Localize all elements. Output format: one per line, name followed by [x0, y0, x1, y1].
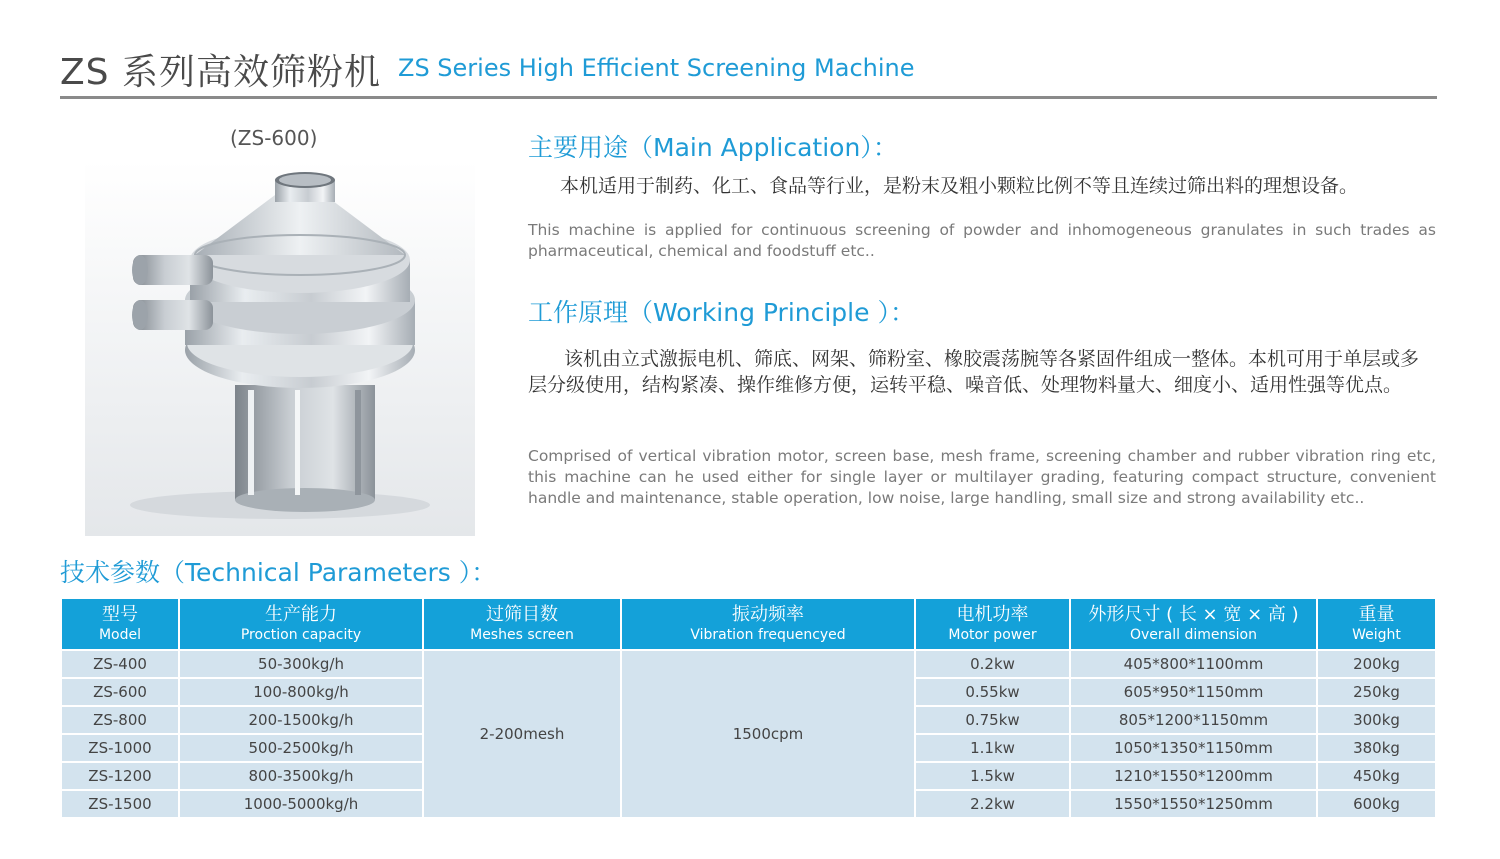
cell-dimension: 605*950*1150mm [1070, 678, 1317, 706]
cell-weight: 380kg [1317, 734, 1436, 762]
cell-model: ZS-1000 [61, 734, 179, 762]
cell-weight: 200kg [1317, 650, 1436, 678]
cell-model: ZS-1500 [61, 790, 179, 818]
table-row [61, 650, 1436, 678]
cell-capacity: 50-300kg/h [179, 650, 423, 678]
column-header-mesh: 过筛目数 Meshes screen [423, 598, 621, 650]
page-title-cn: ZS 系列高效筛粉机 [60, 52, 381, 93]
column-header-model: 型号 Model [61, 598, 179, 650]
cell-power: 0.2kw [915, 650, 1070, 678]
title-divider [60, 96, 1437, 99]
cell-capacity: 500-2500kg/h [179, 734, 423, 762]
cell-dimension: 1550*1550*1250mm [1070, 790, 1317, 818]
working-principle-cn: 该机由立式激振电机、筛底、网架、筛粉室、橡胶震荡腕等各紧固件组成一整体。本机可用于单层或多层分级使用，结构紧凑、操作维修方便，运转平稳、噪音低、处理物料量大、细度小、适用性强等优点。 [528, 348, 1420, 396]
cell-power: 1.5kw [915, 762, 1070, 790]
table-header-row [61, 598, 1436, 650]
cell-model: ZS-800 [61, 706, 179, 734]
technical-parameters-table [60, 597, 1437, 819]
cell-model: ZS-400 [61, 650, 179, 678]
column-header-power: 电机功率 Motor power [915, 598, 1070, 650]
cell-capacity: 800-3500kg/h [179, 762, 423, 790]
cell-model: ZS-1200 [61, 762, 179, 790]
column-header-weight: 重量 Weight [1317, 598, 1436, 650]
column-header-dimension: 外形尺寸 ( 长 × 宽 × 高 ) Overall dimension [1070, 598, 1317, 650]
cell-model: ZS-600 [61, 678, 179, 706]
cell-dimension: 805*1200*1150mm [1070, 706, 1317, 734]
cell-capacity: 100-800kg/h [179, 678, 423, 706]
column-header-frequency: 振动频率 Vibration frequencyed [621, 598, 915, 650]
cell-capacity: 1000-5000kg/h [179, 790, 423, 818]
cell-dimension: 1050*1350*1150mm [1070, 734, 1317, 762]
cell-capacity: 200-1500kg/h [179, 706, 423, 734]
cell-weight: 600kg [1317, 790, 1436, 818]
working-principle-en: Comprised of vertical vibration motor, screen base, mesh frame, screening chamber and rubber vibration ring etc, this machine can he used either for single layer or multilayer grading, featuring compact structure, convenient handle and maintenance, stable operation, low noise, large handling, small size and strong availability etc.. [528, 447, 1436, 507]
main-application-heading: 主要用途（Main Application）： [528, 133, 898, 162]
technical-parameters-heading: 技术参数（Technical Parameters ）： [60, 558, 497, 587]
page-title-en: ZS Series High Efficient Screening Machine [398, 54, 915, 82]
cell-weight: 450kg [1317, 762, 1436, 790]
cell-frequency: 1500cpm [621, 650, 915, 818]
cell-power: 1.1kw [915, 734, 1070, 762]
cell-dimension: 1210*1550*1200mm [1070, 762, 1317, 790]
cell-dimension: 405*800*1100mm [1070, 650, 1317, 678]
cell-weight: 300kg [1317, 706, 1436, 734]
cell-power: 0.75kw [915, 706, 1070, 734]
cell-mesh: 2-200mesh [423, 650, 621, 818]
main-application-en: This machine is applied for continuous screening of powder and inhomogeneous granulates in such trades as pharmaceutical, chemical and foodstuff etc.. [528, 221, 1436, 260]
column-header-capacity: 生产能力 Proction capacity [179, 598, 423, 650]
cell-power: 0.55kw [915, 678, 1070, 706]
main-application-cn: 本机适用于制药、化工、食品等行业，是粉末及粗小颗粒比例不等且连续过筛出料的理想设备。 [560, 175, 1359, 197]
working-principle-heading: 工作原理（Working Principle ）： [528, 298, 915, 327]
vibrating-screen-machine-icon [85, 160, 475, 536]
cell-weight: 250kg [1317, 678, 1436, 706]
product-model-label: (ZS-600) [230, 126, 318, 150]
cell-power: 2.2kw [915, 790, 1070, 818]
product-image [85, 160, 475, 536]
